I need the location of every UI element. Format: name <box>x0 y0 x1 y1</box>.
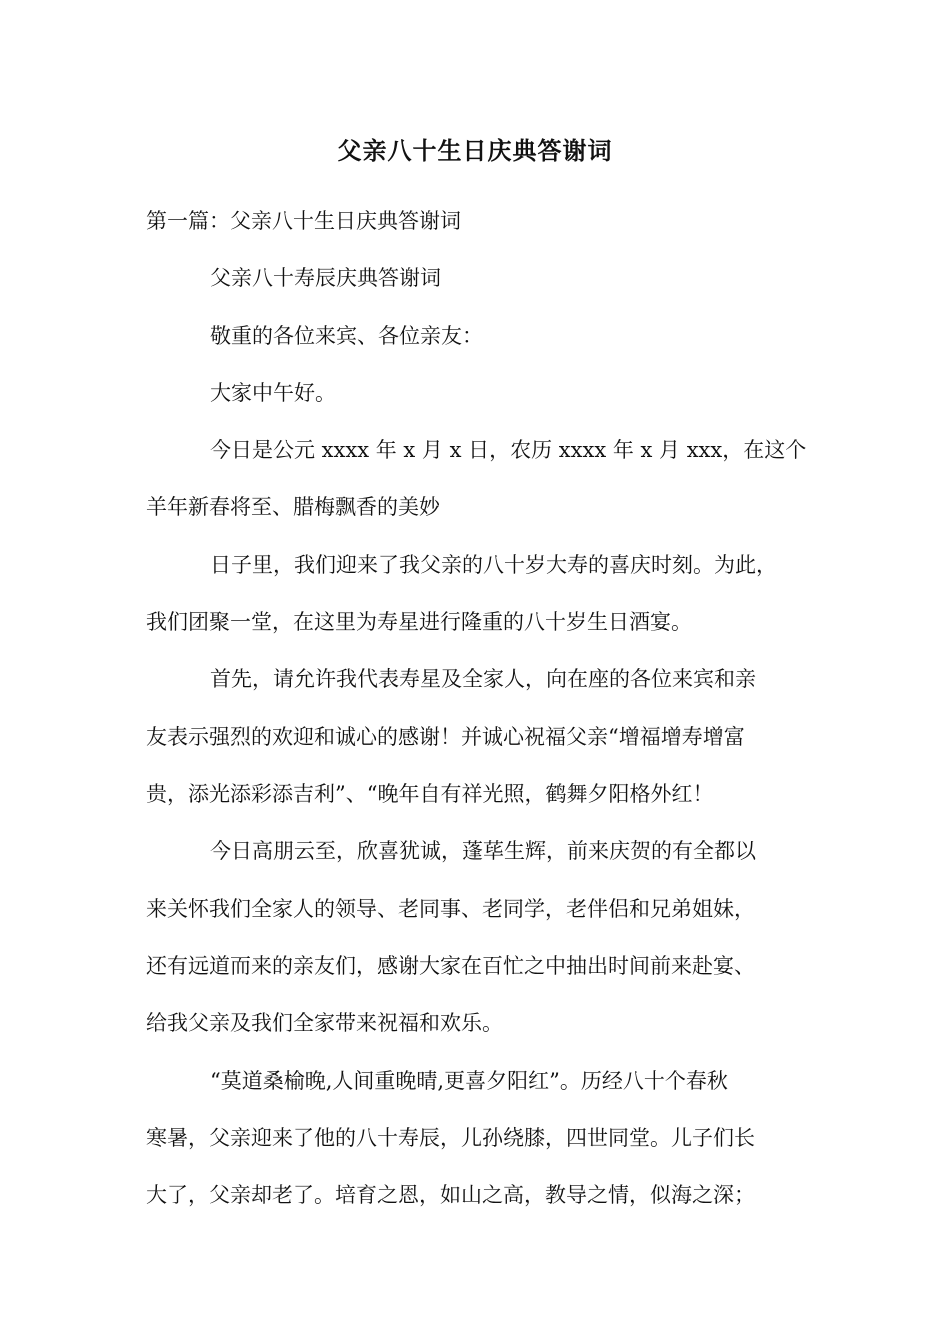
paragraph-line: 羊年新春将至、腊梅飘香的美妙 <box>146 495 440 519</box>
paragraph-line: 首先，请允许我代表寿星及全家人，向在座的各位来宾和亲 <box>210 667 756 691</box>
paragraph-line: “莫道桑榆晚,人间重晚晴,更喜夕阳红”。历经八十个春秋 <box>210 1069 728 1093</box>
paragraph-line: 我们团聚一堂，在这里为寿星进行隆重的八十岁生日酒宴。 <box>146 610 692 634</box>
paragraph-line: 友表示强烈的欢迎和诚心的感谢！并诚心祝福父亲“增福增寿增富 <box>146 725 745 749</box>
paragraph-line: 给我父亲及我们全家带来祝福和欢乐。 <box>146 1011 503 1035</box>
paragraph-line: 大了，父亲却老了。培育之恩，如山之高，教导之情，似海之深； <box>146 1183 755 1207</box>
paragraph-line: 今日高朋云至，欣喜犹诚，蓬荜生辉，前来庆贺的有全都以 <box>210 839 756 863</box>
speech-title: 父亲八十寿辰庆典答谢词 <box>210 266 441 290</box>
document-title: 父亲八十生日庆典答谢词 <box>337 136 613 165</box>
paragraph-line: 来关怀我们全家人的领导、老同事、老同学，老伴侣和兄弟姐妹， <box>146 897 755 921</box>
paragraph-line: 今日是公元 xxxx 年 x 月 x 日，农历 xxxx 年 x 月 xxx，在这个 <box>210 438 807 462</box>
paragraph-line: 寒暑，父亲迎来了他的八十寿辰，儿孙绕膝，四世同堂。儿子们长 <box>146 1126 755 1150</box>
greeting: 大家中午好。 <box>210 381 336 405</box>
paragraph-line: 贵，添光添彩添吉利”、“晚年自有祥光照，鹤舞夕阳格外红！ <box>146 782 714 806</box>
paragraph-line: 还有远道而来的亲友们，感谢大家在百忙之中抽出时间前来赴宴、 <box>146 954 755 978</box>
section-heading: 第一篇：父亲八十生日庆典答谢词 <box>146 209 461 233</box>
salutation: 敬重的各位来宾、各位亲友： <box>210 324 483 348</box>
paragraph-line: 日子里，我们迎来了我父亲的八十岁大寿的喜庆时刻。为此， <box>210 553 777 577</box>
